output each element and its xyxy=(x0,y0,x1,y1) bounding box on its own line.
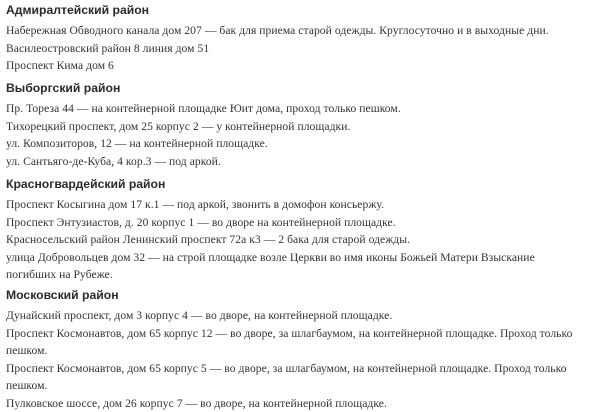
address-entry: Проспект Косыгина дом 17 к.1 — под аркой, звонить в домофон консьержу. xyxy=(6,196,596,214)
district-section-admiralteysky xyxy=(6,2,596,75)
district-title: Выборгский район xyxy=(6,80,596,96)
address-entry: Василеостровский район 8 линия дом 51 xyxy=(6,40,596,58)
address-entry: Тихорецкий проспект, дом 25 корпус 2 — у контейнерной площадки. xyxy=(6,118,596,136)
address-entry: Проспект Кима дом 6 xyxy=(6,57,596,75)
address-entry: Красносельский район Ленинский проспект 72а к3 — 2 бака для старой одежды. xyxy=(6,231,596,249)
district-section-moskovsky xyxy=(6,287,596,412)
address-entry: Проспект Космонавтов, дом 65 корпус 5 — во дворе, за шлагбаумом, на контейнерной площадке. Проход только пешком. xyxy=(6,360,594,395)
district-section-vyborgsky xyxy=(6,80,596,170)
address-entry: ул. Композиторов, 12 — на контейнерной площадке. xyxy=(6,135,596,153)
district-title: Московский район xyxy=(6,287,596,303)
district-title: Красногвардейский район xyxy=(6,176,596,192)
district-title: Адмиралтейский район xyxy=(6,2,596,18)
address-entry: Пр. Тореза 44 — на контейнерной площадке Юит дома, проход только пешком. xyxy=(6,100,596,118)
address-entry: Набережная Обводного канала дом 207 — бак для приема старой одежды. Круглосуточно и в выходные дни. xyxy=(6,22,596,40)
address-entry: Проспект Космонавтов, дом 65 корпус 12 — во дворе, за шлагбаумом, на контейнерной площадке. Проход только пешком. xyxy=(6,325,594,360)
address-entry: Пулковское шоссе, дом 26 корпус 7 — во дворе, на контейнерной площадке. xyxy=(6,395,596,412)
address-entry: Дунайский проспект, дом 3 корпус 4 — во дворе, на контейнерной площадке. xyxy=(6,307,596,325)
address-entry: улица Добровольцев дом 32 — на строй площадке возле Церкви во имя иконы Божьей Матери Взыскание погибших на Рубеже. xyxy=(6,249,566,284)
address-entry: ул. Сантьяго-де-Куба, 4 кор.3 — под аркой. xyxy=(6,153,596,171)
address-entry: Проспект Энтузиастов, д. 20 корпус 1 — во дворе на контейнерной площадке. xyxy=(6,214,596,232)
district-section-krasnogvardeysky xyxy=(6,176,596,284)
